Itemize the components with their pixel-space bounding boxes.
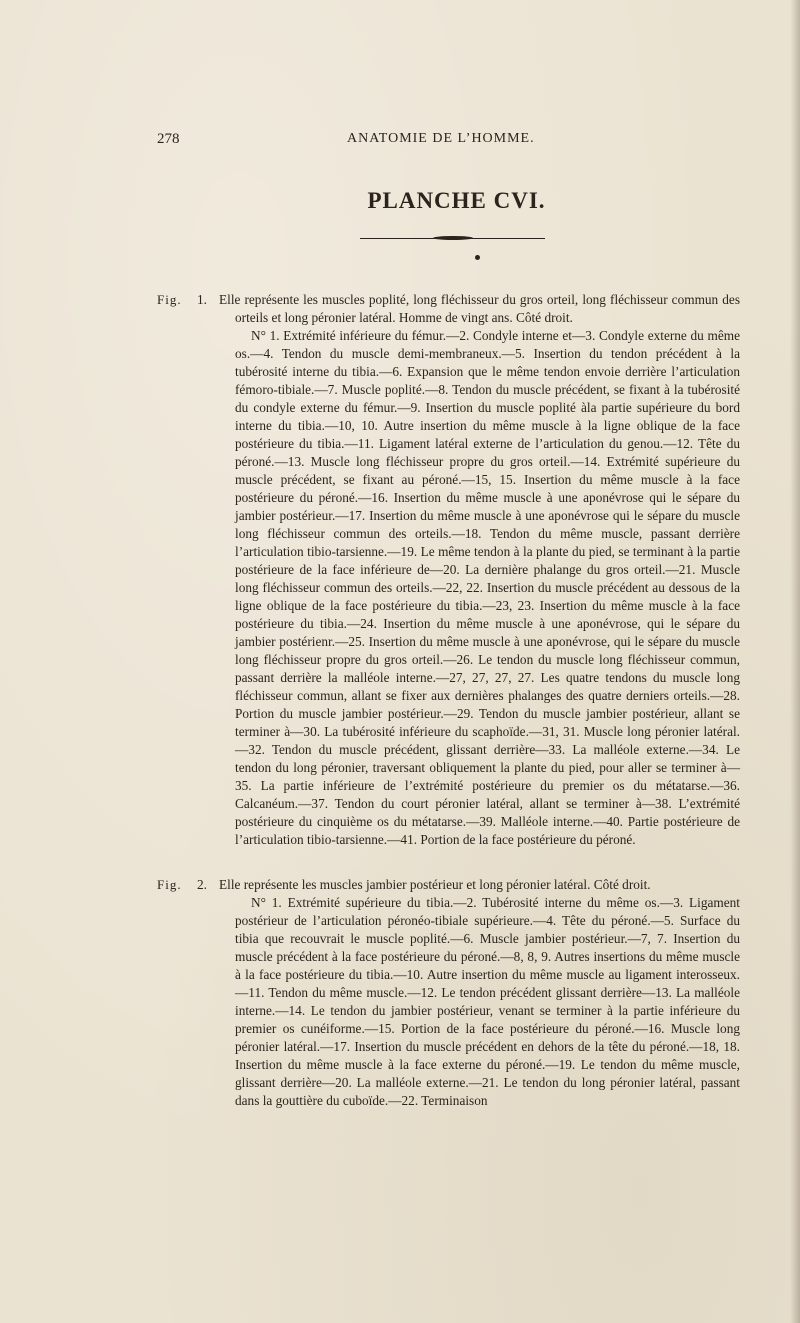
page-header [157,131,740,151]
figure-label: Fig. [157,877,182,892]
figure-intro: Elle représente les muscles jambier postérieur et long péronier latéral. Côté droit. [219,877,651,892]
page-number: 278 [157,131,180,147]
rule-ornament [433,236,473,240]
figure-legend: N° 1. Extrémité supérieure du tibia.—2. Tubérosité interne du même os.—3. Ligament postérieur de l’articulation péronéo-tibiale supérieure.—4. Tête du péroné.—5. Surface du tibia que recouvrait le muscle poplité.—6. Muscle jambier postérieur.—7, 7. Insertion du muscle précédent à la face postérieure du péroné.—8, 8, 9. Autres insertions du même muscle à la face postérieure du tibia.—10. Autre insertion du même muscle au ligament interosseux.—11. Tendon du même muscle.—12. Le tendon précédent glissant derrière—13. La malléole interne.—14. Le tendon du jambier postérieur, venant se terminer à la partie inférieure du premier os cunéiforme.—15. Portion de la face postérieure du péroné.—16. Muscle long péronier latéral.—17. Insertion du muscle précédent en dehors de la tête du péroné.—18, 18. Insertion du même muscle à la face externe du péroné.—19. Le tendon du même muscle, glissant derrière—20. La malléole externe.—21. Le tendon du long péronier latéral, passant dans la gouttière du cuboïde.—22. Terminaison [235,895,740,1108]
figure-2-description [157,876,740,1110]
figure-number: 2. [197,877,207,892]
page-fold-shadow [790,0,800,1323]
figure-1-description [157,291,740,849]
figure-label: Fig. [157,292,182,307]
plate-title: PLANCHE CVI. [367,188,546,213]
figure-number: 1. [197,292,207,307]
ornament-dot [475,255,480,260]
figure-intro: Elle représente les muscles poplité, long fléchisseur du gros orteil, long fléchisseur commun des orteils et long péronier latéral. Homme de vingt ans. Côté droit. [219,292,740,325]
figure-legend: N° 1. Extrémité inférieure du fémur.—2. Condyle interne et—3. Condyle externe du même os.—4. Tendon du muscle demi-membraneux.—5. Insertion du tendon précédent à la tubérosité interne du tibia.—6. Expansion que le même tendon envoie derrière l’articulation fémoro-tibiale.—7. Muscle poplité.—8. Tendon du muscle précédent, se fixant à la tubérosité du condyle externe du fémur.—9. Insertion du muscle poplité àla partie supérieure du bord interne du tibia.—10, 10. Autre insertion du même muscle à la ligne oblique de la face postérieure du tibia.—11. Ligament latéral externe de l’articulation du genou.—12. Tête du péroné.—13. Muscle long fléchisseur propre du gros orteil.—14. Extrémité supérieure du muscle précédent, se fixant au péroné.—15, 15. Insertion du même muscle à la face postérieure du péroné.—16. Insertion du même muscle à une aponévrose qui le sépare du jambier postérieur.—17. Insertion du même muscle à une aponévrose qui le sépare du muscle long fléchisseur commun des orteils.—18. Tendon du même muscle, passant derrière l’articulation tibio-tarsienne.—19. Le même tendon à la plante du pied, se terminant à la partie postérieure de la face inférieure de—20. La dernière phalange du gros orteil.—21. Muscle long fléchisseur commun des orteils.—22, 22. Insertion du muscle précédent au dessous de la ligne oblique de la face postérieure du tibia.—23, 23. Insertion du même muscle à la face postérieure du tibia.—24. Insertion du même muscle à une aponévrose, qui le sépare du jambier postérienr.—25. Insertion du même muscle à une aponévrose, qui le sépare du muscle long fléchisseur propre du gros orteil.—26. Le tendon du muscle long fléchisseur commun, passant derrière la malléole interne.—27, 27, 27, 27. Les quatre tendons du muscle long fléchisseur commun, allant se fixer aux dernières phalanges des quatre derniers orteils.—28. Portion du muscle jambier postérieur.—29. Tendon du muscle jambier postérieur, allant se terminer à—30. La tubérosité inférieure du scaphoïde.—31, 31. Muscle long péronier latéral.—32. Tendon du muscle précédent, glissant derrière—33. La malléole externe.—34. Le tendon du long péronier, traversant obliquement la plante du pied, pour aller se terminer à—35. La partie inférieure de l’extrémité postérieure du premier os du métatarse.—36. Calcanéum.—37. Tendon du court péronier latéral, allant se terminer à—38. L’extrémité postérieure du cinquième os du métatarse.—39. Malléole interne.—40. Partie postérieure de l’articulation tibio-tarsienne.—41. Portion de la face postérieure du péroné. [235,328,740,847]
running-title: ANATOMIE DE L’HOMME. [347,131,535,146]
